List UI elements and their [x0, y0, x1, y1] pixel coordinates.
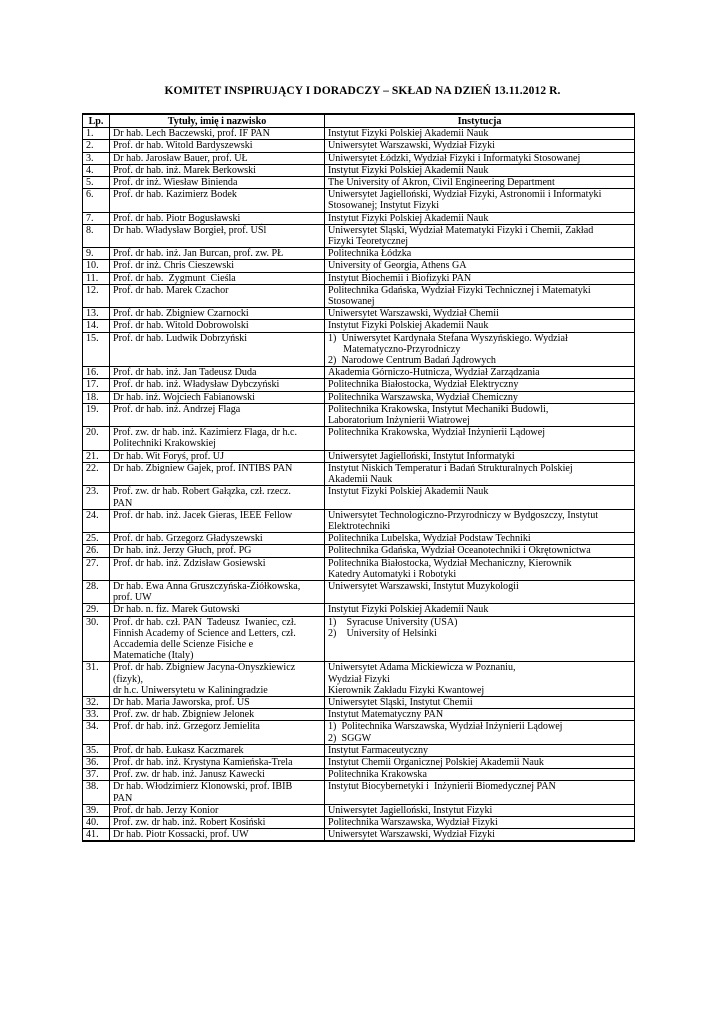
member-name-line: Dr hab. Włodzimierz Klonowski, prof. IBIB [113, 781, 293, 793]
member-name-line: dr h.c. Uniwersytetu w Kaliningradzie [113, 684, 268, 696]
row-number: 26. [83, 545, 110, 557]
member-institution [325, 224, 635, 247]
member-name [110, 332, 325, 367]
member-institution-line: Stosowanej [328, 296, 375, 308]
member-name [110, 391, 325, 403]
member-name [110, 403, 325, 426]
member-institution [325, 769, 635, 781]
table-row [83, 709, 635, 721]
member-name [110, 177, 325, 189]
member-name-line: Dr hab. Maria Jaworska, prof. UŚ [113, 696, 250, 708]
member-name [110, 272, 325, 284]
member-name-line: Dr hab. Władysław Borgieł, prof. UŚl [113, 224, 267, 236]
member-institution-line: 1) Uniwersytet Kardynała Stefana Wyszyńskiego. Wydział [328, 332, 568, 344]
member-institution-line: Laboratorium Inżynierii Wiatrowej [328, 415, 470, 427]
member-name-line: Dr hab. n. fiz. Marek Gutowski [113, 604, 240, 616]
member-institution-line: Instytut Fizyki Polskiej Akademii Nauk [328, 128, 489, 140]
table-row [83, 332, 635, 367]
member-name-line: Dr hab. inż. Wojciech Fabianowski [113, 391, 255, 403]
row-number: 22. [83, 462, 110, 485]
member-institution [325, 509, 635, 532]
member-name-line: Prof. dr hab. Łukasz Kaczmarek [113, 744, 244, 756]
row-number: 8. [83, 224, 110, 247]
member-name [110, 829, 325, 842]
member-institution [325, 308, 635, 320]
table-row [83, 533, 635, 545]
member-institution-line: Katedry Automatyki i Robotyki [328, 568, 457, 580]
member-institution [325, 379, 635, 391]
row-number: 39. [83, 804, 110, 816]
table-row [83, 272, 635, 284]
member-institution-line: Instytut Matematyczny PAN [328, 709, 444, 721]
member-institution-line: Instytut Fizyki Polskiej Akademii Nauk [328, 320, 489, 332]
member-name [110, 308, 325, 320]
table-row [83, 756, 635, 768]
member-name-line: Prof. dr hab. Marek Czachor [113, 284, 229, 296]
member-name [110, 379, 325, 391]
member-institution-line: Uniwersytet Śląski, Instytut Chemii [328, 696, 473, 708]
table-row [83, 189, 635, 212]
row-number: 15. [83, 332, 110, 367]
member-institution-line: 2) Narodowe Centrum Badań Jądrowych [328, 355, 496, 367]
row-number: 11. [83, 272, 110, 284]
member-institution [325, 212, 635, 224]
member-institution-line: Politechnika Krakowska [328, 769, 427, 781]
member-name-line: Prof. dr hab. czł. PAN Tadeusz Iwaniec, czł. [113, 616, 297, 628]
table-row [83, 509, 635, 532]
member-institution-line: Instytut Fizyki Polskiej Akademii Nauk [328, 486, 489, 498]
member-name [110, 721, 325, 744]
member-name [110, 545, 325, 557]
member-name [110, 128, 325, 140]
member-institution-line: Uniwersytet Jagielloński, Instytut Informatyki [328, 450, 515, 462]
row-number: 10. [83, 260, 110, 272]
member-institution-line: Stosowanej; Instytut Fizyki [328, 200, 440, 212]
member-name-line: Dr hab. Zbigniew Gajek, prof. INTIBS PAN [113, 462, 293, 474]
member-institution [325, 391, 635, 403]
member-institution [325, 486, 635, 509]
table-row [83, 462, 635, 485]
member-name [110, 450, 325, 462]
member-name-line: Prof. dr hab. inż. Andrzej Flaga [113, 403, 241, 415]
header-institution: Instytucja [325, 114, 635, 128]
row-number: 37. [83, 769, 110, 781]
member-name-line: Prof. zw. dr hab. inż. Robert Kosiński [113, 816, 266, 828]
row-number: 12. [83, 284, 110, 307]
member-institution [325, 248, 635, 260]
member-name-line: Matematiche (Italy) [113, 650, 194, 662]
member-institution-line: Uniwersytet Technologiczno-Przyrodniczy w Bydgoszczy, Instytut [328, 509, 599, 521]
row-number: 28. [83, 580, 110, 603]
member-name [110, 580, 325, 603]
member-institution-line: Akademii Nauk [328, 474, 393, 486]
table-row [83, 367, 635, 379]
row-number: 1. [83, 128, 110, 140]
member-institution-line: Akademia Górniczo-Hutnicza, Wydział Zarządzania [328, 367, 540, 379]
member-institution [325, 545, 635, 557]
member-name-line: PAN [113, 497, 133, 509]
table-header-row [83, 114, 635, 128]
table-row [83, 557, 635, 580]
member-institution [325, 332, 635, 367]
member-name [110, 486, 325, 509]
member-name [110, 367, 325, 379]
member-name [110, 557, 325, 580]
member-name [110, 781, 325, 804]
member-institution [325, 721, 635, 744]
member-institution-line: Matematyczno-Przyrodniczy [328, 343, 461, 355]
member-institution [325, 616, 635, 662]
row-number: 33. [83, 709, 110, 721]
row-number: 19. [83, 403, 110, 426]
member-name-line: Finnish Academy of Science and Letters, czł. [113, 627, 296, 639]
table-row [83, 769, 635, 781]
member-institution [325, 152, 635, 164]
member-name [110, 284, 325, 307]
table-row [83, 804, 635, 816]
member-institution [325, 403, 635, 426]
header-name: Tytuły, imię i nazwisko [110, 114, 325, 128]
member-institution [325, 450, 635, 462]
member-institution [325, 696, 635, 708]
table-row [83, 164, 635, 176]
member-institution-line: Instytut Fizyki Polskiej Akademii Nauk [328, 212, 489, 224]
member-institution-line: Instytut Chemii Organicznej Polskiej Akademii Nauk [328, 756, 544, 768]
member-name-line: Prof. zw. dr hab. inż. Kazimierz Flaga, dr h.c. [113, 427, 298, 439]
member-institution [325, 427, 635, 450]
member-institution-line: Politechnika Białostocka, Wydział Mechaniczny, Kierownik [328, 557, 572, 569]
row-number: 40. [83, 816, 110, 828]
member-name-line: Prof. dr hab. inż. Jan Tadeusz Duda [113, 367, 257, 379]
member-institution [325, 367, 635, 379]
member-institution-line: 2) SGGW [328, 732, 372, 744]
table-row [83, 616, 635, 662]
member-name [110, 533, 325, 545]
table-row [83, 604, 635, 616]
row-number: 31. [83, 662, 110, 697]
row-number: 25. [83, 533, 110, 545]
member-institution-line: Elektrotechniki [328, 520, 391, 532]
member-name-line: Politechniki Krakowskiej [113, 438, 216, 450]
row-number: 30. [83, 616, 110, 662]
table-row [83, 128, 635, 140]
member-name [110, 427, 325, 450]
member-name-line: Prof. dr hab. inż. Marek Berkowski [113, 164, 256, 176]
row-number: 34. [83, 721, 110, 744]
member-name-line: Prof. dr hab. Grzegorz Gładyszewski [113, 533, 263, 545]
row-number: 27. [83, 557, 110, 580]
table-row [83, 260, 635, 272]
table-row [83, 816, 635, 828]
row-number: 41. [83, 829, 110, 842]
member-institution-line: Politechnika Warszawska, Wydział Fizyki [328, 816, 498, 828]
member-name-line: Prof. dr hab. Zbigniew Czarnocki [113, 308, 249, 320]
row-number: 35. [83, 744, 110, 756]
row-number: 32. [83, 696, 110, 708]
member-institution [325, 272, 635, 284]
table-row [83, 781, 635, 804]
row-number: 7. [83, 212, 110, 224]
member-name-line: Prof. dr hab. inż. Jacek Gieras, IEEE Fellow [113, 509, 293, 521]
row-number: 38. [83, 781, 110, 804]
row-number: 23. [83, 486, 110, 509]
member-institution-line: Politechnika Łódzka [328, 248, 412, 260]
member-institution [325, 557, 635, 580]
table-row [83, 212, 635, 224]
table-row [83, 403, 635, 426]
member-name [110, 140, 325, 152]
member-name [110, 604, 325, 616]
table-row [83, 177, 635, 189]
member-institution [325, 260, 635, 272]
member-institution-line: Uniwersytet Adama Mickiewicza w Poznaniu, [328, 662, 516, 674]
member-name [110, 248, 325, 260]
table-row [83, 308, 635, 320]
member-name-line: Accademia delle Scienze Fisiche e [113, 638, 254, 650]
member-name-line: Prof. dr hab. Kazimierz Bodek [113, 189, 237, 201]
member-name-line: Prof. dr hab. Ludwik Dobrzyński [113, 332, 248, 344]
member-name [110, 769, 325, 781]
table-body [83, 128, 635, 842]
member-institution-line: 1) Politechnika Warszawska, Wydział Inżynierii Lądowej [328, 721, 563, 733]
member-institution-line: Kierownik Zakładu Fizyki Kwantowej [328, 684, 485, 696]
member-institution-line: Politechnika Krakowska, Instytut Mechaniki Budowli, [328, 403, 549, 415]
member-institution-line: Instytut Biochemii i Biofizyki PAN [328, 272, 472, 284]
member-name-line: Prof. zw. dr hab. Zbigniew Jelonek [113, 709, 255, 721]
member-institution-line: The University of Akron, Civil Engineering Department [328, 177, 555, 189]
member-institution [325, 580, 635, 603]
member-name-line: Dr hab. Jarosław Bauer, prof. UŁ [113, 152, 248, 164]
member-institution [325, 284, 635, 307]
member-name [110, 709, 325, 721]
member-name [110, 462, 325, 485]
row-number: 3. [83, 152, 110, 164]
row-number: 29. [83, 604, 110, 616]
committee-table [82, 113, 635, 842]
member-institution-line: Fizyki Teoretycznej [328, 236, 409, 248]
member-institution-line: Instytut Fizyki Polskiej Akademii Nauk [328, 604, 489, 616]
member-name-line: Prof. dr hab. Zbigniew Jacyna-Onyszkiewicz [113, 662, 296, 674]
member-name-line: Prof. dr hab. Jerzy Konior [113, 804, 219, 816]
page-title: KOMITET INSPIRUJĄCY I DORADCZY – SKŁAD NA DZIEŃ 13.11.2012 R. [164, 85, 561, 97]
table-row [83, 696, 635, 708]
table-row [83, 224, 635, 247]
table-row [83, 486, 635, 509]
member-name [110, 260, 325, 272]
member-institution-line: Uniwersytet Jagielloński, Wydział Fizyki, Astronomii i Informatyki [328, 189, 602, 201]
member-institution [325, 756, 635, 768]
member-institution [325, 662, 635, 697]
member-name-line: Prof. zw. dr hab. Robert Gałązka, czł. rzecz. [113, 486, 291, 498]
member-name-line: Prof. dr hab. Witold Dobrowolski [113, 320, 249, 332]
member-name-line: Dr hab. Ewa Anna Gruszczyńska-Ziółkowska, [113, 580, 301, 592]
member-name [110, 189, 325, 212]
member-institution-line: Instytut Farmaceutyczny [328, 744, 429, 756]
member-name-line: Dr hab. Lech Baczewski, prof. IF PAN [113, 128, 270, 140]
member-name [110, 509, 325, 532]
row-number: 13. [83, 308, 110, 320]
table-row [83, 248, 635, 260]
member-institution [325, 128, 635, 140]
member-name-line: (fizyk), [113, 673, 143, 685]
member-institution-line: University of Georgia, Athens GA [328, 260, 467, 272]
member-name [110, 744, 325, 756]
member-institution [325, 781, 635, 804]
row-number: 5. [83, 177, 110, 189]
table-row [83, 744, 635, 756]
member-institution [325, 189, 635, 212]
member-institution [325, 462, 635, 485]
member-institution-line: Uniwersytet Jagielloński, Instytut Fizyki [328, 804, 493, 816]
member-institution [325, 709, 635, 721]
member-name-line: Prof. dr hab. Zygmunt Cieśla [113, 272, 236, 284]
member-name [110, 616, 325, 662]
row-number: 20. [83, 427, 110, 450]
table-row [83, 829, 635, 842]
member-name-line: Prof. dr hab. inż. Jan Burcan, prof. zw. PŁ [113, 248, 284, 260]
member-name [110, 152, 325, 164]
member-name [110, 696, 325, 708]
member-institution-line: Uniwersytet Warszawski, Wydział Fizyki [328, 829, 495, 841]
member-institution-line: Politechnika Lubelska, Wydział Podstaw Techniki [328, 533, 531, 545]
table-row [83, 284, 635, 307]
member-institution-line: Uniwersytet Warszawski, Instytut Muzykologii [328, 580, 519, 592]
member-institution-line: Uniwersytet Warszawski, Wydział Chemii [328, 308, 499, 320]
member-institution-line: Instytut Biocybernetyki i Inżynierii Biomedycznej PAN [328, 781, 556, 793]
member-name-line: Prof. dr hab. Piotr Bogusławski [113, 212, 241, 224]
member-institution-line: 2) University of Helsinki [328, 627, 437, 639]
row-number: 2. [83, 140, 110, 152]
member-institution [325, 164, 635, 176]
member-name-line: Prof. dr hab. inż. Władysław Dybczyński [113, 379, 280, 391]
member-institution [325, 533, 635, 545]
member-institution [325, 744, 635, 756]
row-number: 18. [83, 391, 110, 403]
member-name-line: Prof. zw. dr hab. inż. Janusz Kawecki [113, 769, 265, 781]
table-row [83, 545, 635, 557]
row-number: 21. [83, 450, 110, 462]
member-institution-line: Politechnika Krakowska, Wydział Inżynierii Lądowej [328, 427, 545, 439]
row-number: 14. [83, 320, 110, 332]
member-institution-line: Politechnika Gdańska, Wydział Oceanotechniki i Okrętownictwa [328, 545, 591, 557]
member-institution [325, 140, 635, 152]
member-name-line: prof. UW [113, 592, 152, 604]
row-number: 9. [83, 248, 110, 260]
member-institution [325, 604, 635, 616]
member-institution-line: Uniwersytet Śląski, Wydział Matematyki Fizyki i Chemii, Zakład [328, 224, 594, 236]
member-institution [325, 816, 635, 828]
table-row [83, 662, 635, 697]
member-institution-line: Uniwersytet Warszawski, Wydział Fizyki [328, 140, 495, 152]
member-name-line: Prof. dr hab. inż. Zdzisław Gosiewski [113, 557, 266, 569]
member-institution [325, 804, 635, 816]
member-name [110, 756, 325, 768]
row-number: 17. [83, 379, 110, 391]
member-name [110, 320, 325, 332]
member-name-line: Dr hab. inż. Jerzy Głuch, prof. PG [113, 545, 252, 557]
member-institution-line: Politechnika Gdańska, Wydział Fizyki Technicznej i Matematyki [328, 284, 591, 296]
row-number: 24. [83, 509, 110, 532]
member-institution [325, 320, 635, 332]
row-number: 16. [83, 367, 110, 379]
member-institution [325, 177, 635, 189]
table-row [83, 450, 635, 462]
member-institution-line: Instytut Fizyki Polskiej Akademii Nauk [328, 164, 489, 176]
table-row [83, 320, 635, 332]
table-row [83, 721, 635, 744]
row-number: 6. [83, 189, 110, 212]
member-name [110, 164, 325, 176]
member-name-line: Prof. dr hab. inż. Krystyna Kamieńska-Trela [113, 756, 293, 768]
row-number: 4. [83, 164, 110, 176]
table-row [83, 391, 635, 403]
member-name [110, 804, 325, 816]
member-name-line: Dr hab. Wit Foryś, prof. UJ [113, 450, 224, 462]
header-lp: Lp. [83, 114, 110, 128]
table-row [83, 580, 635, 603]
member-name-line: Dr hab. Piotr Kossacki, prof. UW [113, 829, 249, 841]
table-row [83, 427, 635, 450]
row-number: 36. [83, 756, 110, 768]
member-institution-line: Uniwersytet Łódzki, Wydział Fizyki i Informatyki Stosowanej [328, 152, 581, 164]
member-institution [325, 829, 635, 842]
table-row [83, 140, 635, 152]
table-row [83, 152, 635, 164]
member-institution-line: Wydział Fizyki [328, 673, 390, 685]
member-name-line: Prof. dr hab. Witold Bardyszewski [113, 140, 253, 152]
member-name-line: PAN [113, 792, 133, 804]
member-institution-line: 1) Syracuse University (USA) [328, 616, 458, 628]
member-name-line: Prof. dr hab. inż. Grzegorz Jemielita [113, 721, 260, 733]
member-name [110, 224, 325, 247]
member-name-line: Prof. dr inż. Wiesław Binienda [113, 177, 238, 189]
member-institution-line: Instytut Niskich Temperatur i Badań Strukturalnych Polskiej [328, 462, 573, 474]
member-institution-line: Politechnika Białostocka, Wydział Elektryczny [328, 379, 519, 391]
table-row [83, 379, 635, 391]
member-name [110, 212, 325, 224]
member-institution-line: Politechnika Warszawska, Wydział Chemiczny [328, 391, 518, 403]
member-name [110, 662, 325, 697]
member-name [110, 816, 325, 828]
member-name-line: Prof. dr inż. Chris Cieszewski [113, 260, 235, 272]
